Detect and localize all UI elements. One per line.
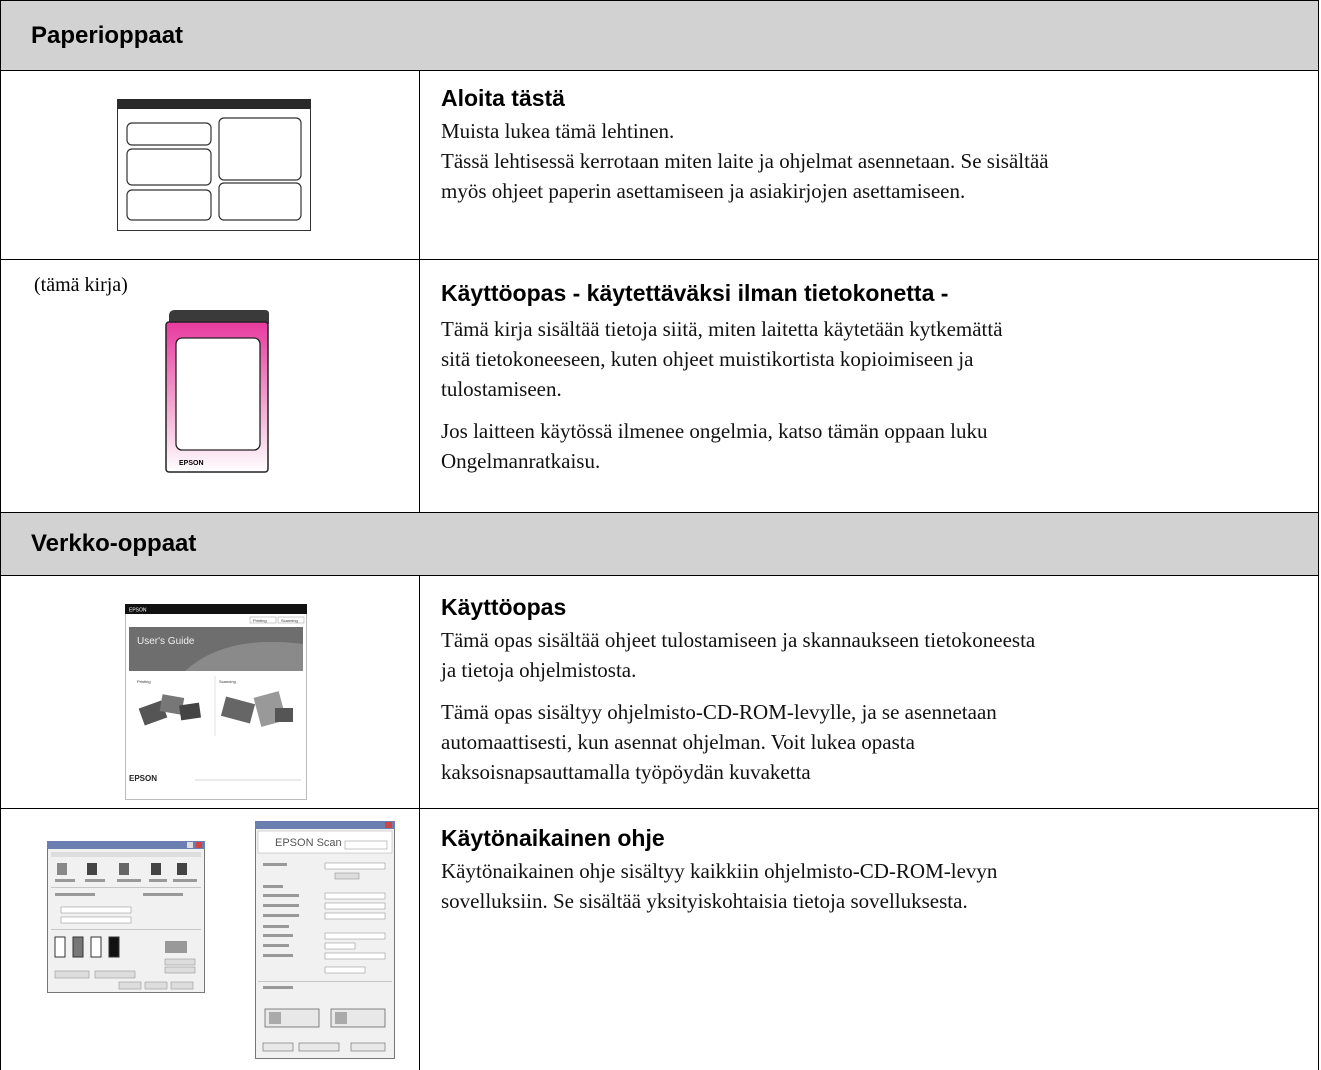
epson-scan-window-title: EPSON Scan — [275, 837, 342, 849]
online-help-p1-line-1: Käytönaikainen ohje sisältyy kaikkiin ohjelmisto-CD-ROM-levyn — [441, 859, 998, 883]
users-guide-p1-line-1: Tämä opas sisältää ohjeet tulostamiseen ja skannaukseen tietokoneesta — [441, 628, 1036, 652]
this-book-note: (tämä kirja) — [34, 274, 128, 296]
epson-scan-screenshot — [255, 821, 395, 1059]
users-guide-p2-line-1: Tämä opas sisältyy ohjelmisto-CD-ROM-levylle, ja se asennetaan — [441, 700, 997, 724]
start-here-line-2: Tässä lehtisessä kerrotaan miten laite ja ohjelmat asennetaan. Se sisältää — [441, 149, 1049, 173]
thumbnail-section-printing: Printing — [137, 679, 151, 684]
thumbnail-tab-scanning: Scanning — [281, 618, 298, 623]
section-heading-online — [0, 513, 1319, 576]
thumbnail-section-scanning: Scanning — [219, 679, 236, 684]
users-guide-p2-line-3: kaksoisnapsauttamalla työpöydän kuvaketta — [441, 760, 811, 784]
basic-guide-p1-line-1: Tämä kirja sisältää tietoja siitä, miten laitetta käytetään kytkemättä — [441, 317, 1003, 341]
users-guide-p1-line-2: ja tietoja ohjelmistosta. — [441, 658, 637, 682]
start-here-line-3: myös ohjeet paperin asettamiseen ja asiakirjojen asettamiseen. — [441, 179, 966, 203]
basic-guide-p2-line-1: Jos laitteen käytössä ilmenee ongelmia, katso tämän oppaan luku — [441, 419, 988, 443]
users-guide-title: Käyttöopas — [441, 594, 567, 620]
basic-guide-title: Käyttöopas - käytettäväksi ilman tietokonetta - — [441, 280, 949, 306]
basic-guide-p2-line-2: Ongelmanratkaisu. — [441, 449, 601, 473]
basic-guide-p1-line-2: sitä tietokoneeseen, kuten ohjeet muistikortista kopioimiseen ja — [441, 347, 974, 371]
section-heading-online-text: Verkko-oppaat — [31, 530, 197, 557]
thumbnail-tab-printing: Printing — [253, 618, 267, 623]
column-divider — [419, 71, 420, 259]
users-guide-p2-line-2: automaattisesti, kun asennat ohjelman. Voit lukea opasta — [441, 730, 915, 754]
row-basic-guide — [0, 260, 1319, 513]
users-guide-thumbnail — [125, 604, 307, 800]
booklet-illustration — [161, 310, 273, 474]
basic-guide-p1-line-3: tulostamiseen. — [441, 377, 562, 401]
column-divider — [419, 809, 420, 1070]
online-help-p1-line-2: sovelluksiin. Se sisältää yksityiskohtaisia tietoja sovelluksesta. — [441, 889, 968, 913]
section-heading-paper-text: Paperioppaat — [31, 21, 184, 49]
column-divider — [419, 576, 420, 808]
thumbnail-header-brand: EPSON — [129, 607, 147, 614]
thumbnail-title: User's Guide — [137, 636, 195, 647]
start-here-line-1: Muista lukea tämä lehtinen. — [441, 119, 675, 143]
printing-preferences-screenshot — [47, 841, 205, 993]
thumbnail-footer-brand: EPSON — [129, 774, 158, 783]
booklet-brand-text: EPSON — [179, 460, 204, 467]
row-users-guide — [0, 576, 1319, 809]
section-heading-paper — [0, 0, 1319, 71]
row-start-here — [0, 71, 1319, 260]
column-divider — [419, 260, 420, 512]
online-help-title: Käytönaikainen ohje — [441, 825, 665, 851]
row-online-help — [0, 809, 1319, 1070]
start-here-title: Aloita tästä — [441, 85, 565, 111]
start-here-sheet-illustration — [117, 99, 311, 231]
